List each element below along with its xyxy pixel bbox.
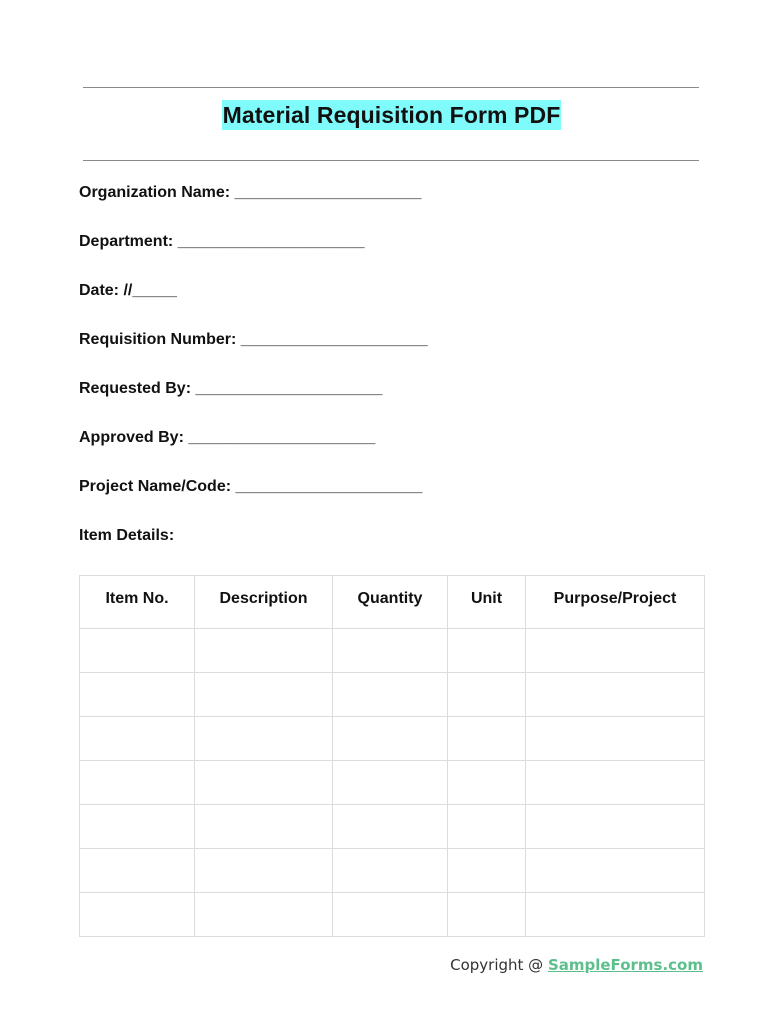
- item-details-heading: Item Details:: [79, 527, 175, 544]
- copyright-text: Copyright @: [450, 956, 548, 974]
- table-cell[interactable]: [448, 893, 526, 937]
- column-header-unit: Unit: [448, 576, 526, 629]
- table-cell[interactable]: [448, 805, 526, 849]
- table-cell[interactable]: [448, 761, 526, 805]
- table-row: [80, 893, 705, 937]
- table-cell[interactable]: [526, 761, 705, 805]
- column-header-item-no: Item No.: [80, 576, 195, 629]
- table-cell[interactable]: [526, 717, 705, 761]
- table-cell[interactable]: [526, 629, 705, 673]
- requested-by-field: Requested By: _____________________: [79, 380, 383, 397]
- table-cell[interactable]: [333, 717, 448, 761]
- table-cell[interactable]: [80, 717, 195, 761]
- table-cell[interactable]: [80, 849, 195, 893]
- table-cell[interactable]: [333, 629, 448, 673]
- copyright-footer: [450, 956, 703, 974]
- table-row: [80, 717, 705, 761]
- sampleforms-link[interactable]: SampleForms.com: [547, 956, 703, 974]
- table-cell[interactable]: [80, 805, 195, 849]
- date-field: Date: //_____: [79, 282, 177, 299]
- table-cell[interactable]: [195, 717, 333, 761]
- table-cell[interactable]: [195, 805, 333, 849]
- table-cell[interactable]: [526, 673, 705, 717]
- column-header-quantity: Quantity: [333, 576, 448, 629]
- table-cell[interactable]: [195, 673, 333, 717]
- table-row: [80, 673, 705, 717]
- table-cell[interactable]: [526, 849, 705, 893]
- table-cell[interactable]: [195, 629, 333, 673]
- table-cell[interactable]: [448, 673, 526, 717]
- table-row: [80, 805, 705, 849]
- top-divider: [83, 87, 699, 88]
- table-cell[interactable]: [333, 849, 448, 893]
- table-cell[interactable]: [333, 673, 448, 717]
- table-row: [80, 629, 705, 673]
- bottom-divider: [83, 160, 699, 161]
- table-cell[interactable]: [333, 805, 448, 849]
- column-header-purpose-project: Purpose/Project: [526, 576, 705, 629]
- item-details-table: [79, 575, 705, 937]
- table-cell[interactable]: [80, 629, 195, 673]
- title-container: [0, 100, 783, 130]
- table-cell[interactable]: [195, 893, 333, 937]
- table-cell[interactable]: [448, 849, 526, 893]
- table-cell[interactable]: [80, 893, 195, 937]
- table-cell[interactable]: [333, 893, 448, 937]
- project-name-code-field: Project Name/Code: _____________________: [79, 478, 423, 495]
- table-row: [80, 761, 705, 805]
- table-cell[interactable]: [448, 629, 526, 673]
- table-cell[interactable]: [80, 673, 195, 717]
- table-cell[interactable]: [195, 849, 333, 893]
- requisition-number-field: Requisition Number: _____________________: [79, 331, 428, 348]
- table-cell[interactable]: [448, 717, 526, 761]
- table-cell[interactable]: [195, 761, 333, 805]
- table-row: [80, 849, 705, 893]
- page-title: Material Requisition Form PDF: [222, 102, 561, 128]
- table-cell[interactable]: [526, 893, 705, 937]
- table-header-row: [80, 576, 705, 629]
- organization-name-field: Organization Name: _____________________: [79, 184, 422, 201]
- department-field: Department: _____________________: [79, 233, 365, 250]
- table-cell[interactable]: [333, 761, 448, 805]
- column-header-description: Description: [195, 576, 333, 629]
- table-cell[interactable]: [526, 805, 705, 849]
- table-cell[interactable]: [80, 761, 195, 805]
- approved-by-field: Approved By: _____________________: [79, 429, 376, 446]
